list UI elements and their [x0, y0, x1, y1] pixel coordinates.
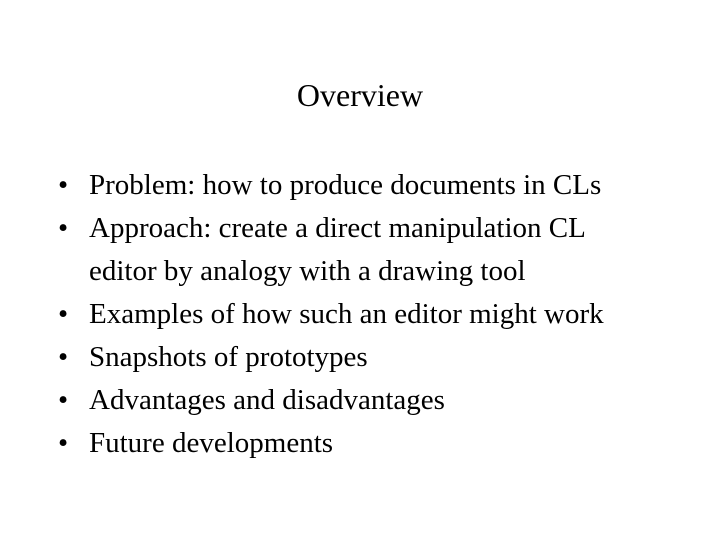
bullet-item-snapshots — [58, 336, 698, 379]
bullet-dot-icon: • — [58, 212, 69, 244]
bullet-dot-icon: • — [58, 384, 69, 416]
bullet-dot-icon: • — [58, 341, 69, 373]
bullet-line: Future developments — [89, 427, 334, 459]
bullet-text — [89, 164, 601, 207]
bullet-item-problem — [58, 164, 698, 207]
bullet-text — [89, 422, 333, 465]
bullet-item-future — [58, 422, 698, 465]
bullet-line: Problem: how to produce documents in CLs — [89, 169, 602, 201]
bullet-text — [89, 293, 604, 336]
bullet-item-approach — [58, 207, 698, 293]
bullet-dot-icon: • — [58, 169, 69, 201]
bullet-list — [58, 164, 698, 465]
bullet-dot-icon: • — [58, 427, 69, 459]
bullet-item-examples — [58, 293, 698, 336]
bullet-item-advantages — [58, 379, 698, 422]
bullet-line: Snapshots of prototypes — [89, 341, 368, 373]
bullet-line: Examples of how such an editor might work — [89, 298, 604, 330]
bullet-text — [89, 336, 368, 379]
bullet-text — [89, 207, 586, 293]
bullet-dot-icon: • — [58, 298, 69, 330]
bullet-text — [89, 379, 445, 422]
bullet-line: Advantages and disadvantages — [89, 384, 445, 416]
bullet-line: Approach: create a direct manipulation CL — [89, 212, 586, 244]
slide-title: Overview — [296, 77, 424, 113]
bullet-line: editor by analogy with a drawing tool — [89, 255, 526, 287]
